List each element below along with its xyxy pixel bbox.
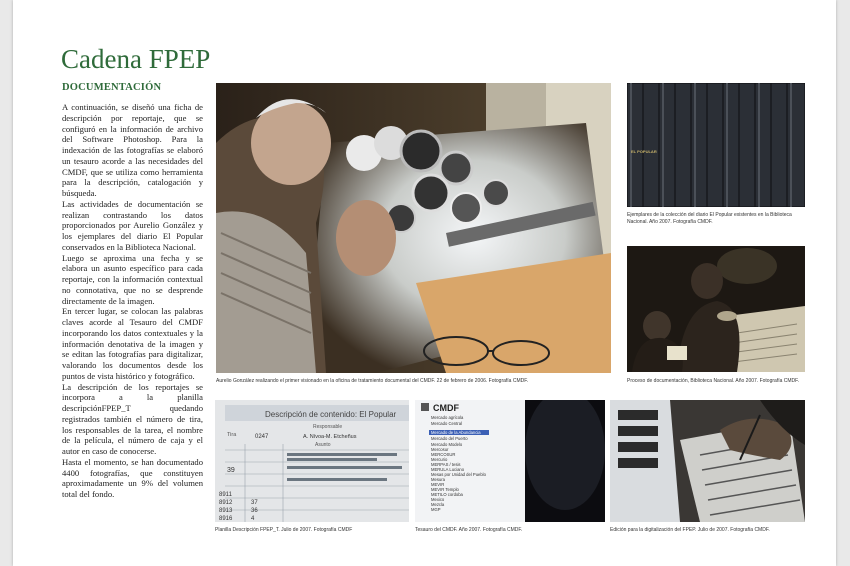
process-caption: Proceso de documentación, Biblioteca Nacional. Año 2007. Fotografía CMDF. bbox=[627, 378, 800, 384]
paragraph: Hasta el momento, se han documentado 4400 fotografías, que constituyen aproximadamente un 9% del volumen total del fondo. bbox=[62, 456, 203, 499]
list-item: MGP bbox=[431, 507, 441, 512]
edicion-photo bbox=[610, 400, 805, 522]
newspapers-caption: Ejemplares de la colección del diario El Popular existentes en la Biblioteca Nacional. Año 2007. Fotografía CMDF. bbox=[627, 212, 792, 225]
planilla-caption: Planilla Descripción FPEP_T. Julio de 2007. Fotografía CMDF bbox=[215, 527, 353, 533]
list-item: MERULA Luciano bbox=[431, 467, 465, 472]
section-heading: DOCUMENTACIÓN bbox=[62, 82, 162, 93]
list-item: MERCOSUR bbox=[431, 452, 456, 457]
list-item: MERPAS / tesis bbox=[431, 462, 461, 467]
list-item: Mezcla bbox=[431, 502, 445, 507]
list-item: Mercosur bbox=[431, 447, 449, 452]
sheet-row: 8911 bbox=[219, 492, 232, 498]
edicion-caption: Edición para la digitalización del FPEP. Julio de 2007. Fotografía CMDF. bbox=[610, 527, 770, 533]
sheet-number: 0247 bbox=[255, 434, 269, 440]
book-spine-label: EL POPULAR bbox=[631, 149, 657, 154]
main-photo-caption: Aurelio González realizando el primer visionado en la oficina de tratamiento documental del CMDF. 22 de febrero de 2006. Fotografía CMDF. bbox=[216, 378, 529, 384]
newspapers-photo bbox=[627, 83, 805, 207]
cmdf-logo: CMDF bbox=[433, 403, 459, 413]
paragraph: A continuación, se diseñó una ficha de descripción por reportaje, que se configuró en la información de archivo del Software Photoshop. Para la indexación de las fotografías se elaboró un tesauro acorde a las necesidades del CMDF, que se utiliza como herramienta para la descripción, catalogación y búsqueda. bbox=[62, 102, 203, 198]
list-item: Mercado agrícola bbox=[431, 415, 464, 420]
paragraph: En tercer lugar, se colocan las palabras claves acorde al Tesauro del CMDF incorporando los datos contextuales y la información denotativa de la imagen y se editan las fotografías para digitalizar, valorando los documentos desde los puntos de vista histórico y fotográfico. bbox=[62, 306, 203, 381]
sheet-label: Responsable bbox=[313, 424, 343, 430]
sheet-row: 39 bbox=[227, 467, 235, 474]
body-text bbox=[62, 102, 203, 500]
sheet-value: 36 bbox=[251, 508, 258, 514]
tesauro-photo bbox=[415, 400, 605, 522]
paragraph: La descripción de los reportajes se incorpora a la planilla descripciónFPEP_T quedando registrados también el número de tira, los responsables de la tarea, el nombre de la película, el número de caja y el autor en caso de conocerse. bbox=[62, 381, 203, 456]
page-title: Cadena FPEP bbox=[61, 44, 211, 74]
list-item: Mesas por Unidad del Pueblo bbox=[431, 472, 486, 477]
list-item: Mercado Modelo bbox=[431, 442, 463, 447]
paragraph: Las actividades de documentación se realizan contrastando los datos proporcionados por Aurelio González y los ejemplares del diario El Popular conservados en la Biblioteca Nacional. bbox=[62, 198, 203, 252]
list-item: Mercado del Puerto bbox=[431, 436, 468, 441]
list-item: METILO cordoba bbox=[431, 492, 463, 497]
list-item: Mesura bbox=[431, 477, 445, 482]
sheet-value: 37 bbox=[251, 500, 258, 506]
list-item: Mexico bbox=[431, 497, 445, 502]
sheet-tira: Tira bbox=[227, 432, 237, 438]
main-photo bbox=[216, 83, 611, 373]
list-item: Mercurio bbox=[431, 457, 448, 462]
process-photo bbox=[627, 246, 805, 372]
sheet-name: A. Nívoa-M. Etcheñus bbox=[303, 434, 357, 440]
sheet-value: 4 bbox=[251, 516, 255, 522]
sheet-header: Descripción de contenido: El Popular bbox=[265, 410, 397, 419]
sheet-col: Asunto bbox=[315, 442, 331, 448]
tesauro-caption: Tesauro del CMDF. Año 2007. Fotografía CMDF. bbox=[415, 527, 523, 533]
sheet-row: 8916 bbox=[219, 516, 233, 522]
list-item: Mercado de la Abundancia bbox=[431, 430, 481, 435]
list-item: MEVIR bbox=[431, 482, 445, 487]
paragraph: Luego se aproxima una fecha y se elabora un asunto específico para cada reportaje, con la información contextual no connotativa, que no se desprende directamente de la imagen. bbox=[62, 252, 203, 306]
list-item: Mercado Central bbox=[431, 421, 462, 426]
sheet-row: 8913 bbox=[219, 508, 233, 514]
sheet-row: 8912 bbox=[219, 500, 233, 506]
list-item: MEVIR Templo bbox=[431, 487, 459, 492]
planilla-photo bbox=[215, 400, 409, 522]
